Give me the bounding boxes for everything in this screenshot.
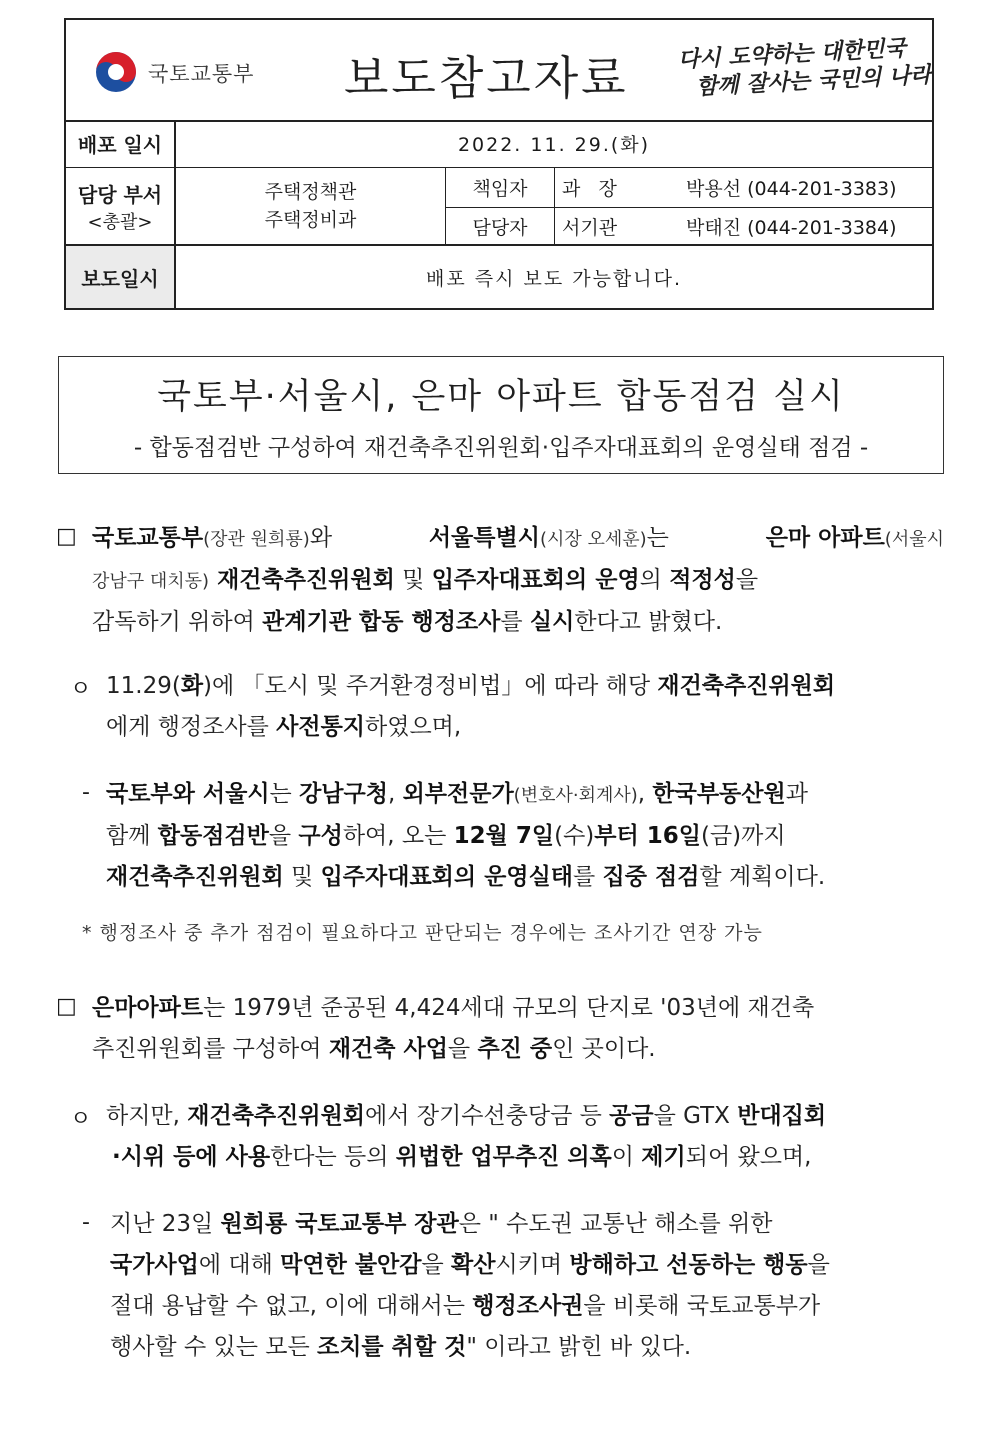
paragraph-2-line-2	[106, 707, 944, 748]
text-span: 되어 왔으며,	[685, 1144, 812, 1170]
text-span: ·시위 등에 사용	[112, 1144, 271, 1170]
paragraph-1-line-3	[92, 602, 944, 643]
dash-marker: -	[82, 780, 90, 805]
text-span: 까지	[741, 823, 786, 849]
text-span: 는 1979년 준공된 4,424세대 규모의 단지로 '03년에 재건축	[203, 995, 815, 1021]
contact-1-title: 과 장	[562, 178, 617, 200]
text-span: 화	[180, 673, 204, 699]
text-span: 방해하고 선동하는 행동	[569, 1252, 808, 1278]
text-span: 제기	[641, 1144, 686, 1170]
paragraph-2	[106, 666, 944, 748]
department-row	[66, 168, 932, 246]
report-time-row	[66, 246, 932, 308]
text-span: 재건축추진위원회	[209, 567, 395, 593]
text-span: 을 GTX	[653, 1103, 738, 1129]
text-span: 절대 용납할 수 없고, 이에 대해서는	[110, 1293, 473, 1319]
slogan	[677, 35, 932, 101]
text-span: 은마 아파트	[765, 525, 885, 551]
contact-1-name: 박용선 (044-201-3383)	[686, 178, 897, 200]
circle-marker: ㅇ	[70, 1107, 92, 1132]
footnote	[82, 918, 763, 945]
contact-2-name: 박태진 (044-201-3384)	[686, 217, 897, 239]
text-span: 이	[611, 1144, 642, 1170]
text-span: 을	[268, 823, 299, 849]
header-top	[66, 20, 932, 122]
footnote-text: 행정조사 중 추가 점검이 필요하다고 판단되는 경우에는 조사기간 연장 가능	[99, 922, 763, 944]
headline-box	[58, 356, 944, 474]
text-span: 인 곳이다.	[552, 1036, 656, 1062]
text-span: 적정성	[669, 567, 736, 593]
paragraph-4-line-2	[92, 1029, 944, 1070]
text-span: 에 대해	[198, 1252, 281, 1278]
text-span: (장관 원희룡)	[203, 529, 310, 550]
text-span: 의	[639, 567, 670, 593]
text-span: 을	[807, 1252, 830, 1278]
box-marker: □	[56, 524, 77, 549]
headline: 국토부·서울시, 은마 아파트 합동점검 실시	[157, 377, 845, 417]
text-span: 국토교통부	[92, 525, 204, 551]
department-names	[176, 168, 446, 244]
text-span: 입주자대표회의 운영	[431, 567, 640, 593]
text-span: 및	[283, 864, 321, 890]
text-span: 입주자대표회의 운영실태	[320, 864, 573, 890]
slogan-line-1: 다시 도약하는 대한민국	[677, 35, 907, 74]
paragraph-1-line-1	[92, 518, 944, 560]
text-span: 공금	[609, 1103, 654, 1129]
department-label	[66, 168, 176, 244]
text-span: 조치를 취할 것	[317, 1334, 467, 1360]
text-span: 한국부동산원	[652, 781, 786, 807]
text-span: 에게 행정조사를	[106, 714, 277, 740]
text-span: 서울특별시	[428, 525, 540, 551]
text-span: 한다고 밝혔다.	[574, 609, 723, 635]
paragraph-5-line-1	[106, 1096, 944, 1137]
circle-marker: ㅇ	[70, 677, 92, 702]
text-span: 할 계획이다.	[699, 864, 826, 890]
paragraph-6-line-4	[110, 1327, 944, 1368]
paragraph-2-line-1	[106, 666, 944, 707]
text-span: (시장 오세훈)	[539, 529, 647, 550]
department-label-sub: <총괄>	[87, 211, 153, 233]
paragraph-3	[106, 774, 944, 898]
paragraph-4-line-1	[92, 988, 944, 1029]
text-span: 11.29(	[106, 673, 181, 699]
text-span: 관계기관 합동 행정조사	[262, 609, 501, 635]
text-span: 와	[309, 525, 333, 551]
paragraph-1	[92, 518, 944, 643]
contact-2-role: 담당자	[446, 207, 555, 246]
text-span: 감독하기 위하여	[92, 609, 263, 635]
text-span: 12월 7일	[453, 823, 555, 849]
subheadline: - 합동점검반 구성하여 재건축추진위원회·입주자대표회의 운영실태 점검 -	[133, 435, 869, 461]
text-span: 행사할 수 있는 모든	[110, 1334, 317, 1360]
text-span: 하여, 오는	[342, 823, 454, 849]
text-span: 는	[269, 781, 300, 807]
star-marker: *	[82, 922, 93, 944]
text-span: 를	[573, 864, 603, 890]
text-span: 국토부와 서울시	[106, 781, 270, 807]
text-span: 을 비롯해 국토교통부가	[583, 1293, 821, 1319]
paragraph-4	[92, 988, 944, 1070]
text-span: 강남구청	[299, 781, 388, 807]
text-span: 을	[735, 567, 759, 593]
taegeuk-emblem-icon	[94, 50, 138, 94]
text-span: 실시	[529, 609, 575, 635]
press-header	[64, 18, 934, 310]
text-span: (변호사·회계사)	[513, 785, 638, 806]
contact-2-title: 서기관	[562, 217, 618, 239]
text-span: ,	[637, 781, 653, 807]
paragraph-3-line-2	[106, 816, 944, 857]
department-name-2: 주택정비과	[264, 209, 357, 231]
text-span: 지난 23일	[110, 1211, 221, 1237]
text-span: 하였으며,	[365, 714, 462, 740]
text-span: (수)	[554, 823, 595, 849]
contact-row-1	[446, 168, 932, 208]
text-span: 강남구 대치동)	[92, 571, 210, 592]
text-span: 부터 16일	[594, 823, 701, 849]
dash-marker: -	[82, 1210, 90, 1235]
paragraph-6-line-1	[110, 1204, 944, 1245]
text-span: 시키며	[495, 1252, 570, 1278]
org-name: 국토교통부	[148, 62, 255, 86]
text-span: 구성	[298, 823, 343, 849]
text-span: 행정조사권	[472, 1293, 584, 1319]
text-span: ,	[387, 781, 403, 807]
report-time-label: 보도일시	[66, 246, 176, 308]
text-span: 합동점검반	[157, 823, 269, 849]
text-span: (서울시	[884, 529, 944, 550]
text-span: 막연한 불안감	[280, 1252, 422, 1278]
contact-row-2	[446, 207, 932, 246]
paragraph-3-line-3	[106, 857, 944, 898]
text-span: 재건축추진위원회	[657, 673, 836, 699]
text-span: (금)	[700, 823, 742, 849]
text-span: 을	[421, 1252, 452, 1278]
text-span: 재건축 사업	[328, 1036, 448, 1062]
text-span: 과	[785, 781, 808, 807]
department-label-text: 담당 부서	[77, 182, 163, 207]
text-span: 는	[646, 525, 669, 551]
paragraph-6	[110, 1204, 944, 1368]
box-marker: □	[56, 994, 77, 1019]
text-span: 하지만,	[106, 1103, 188, 1129]
paragraph-5	[106, 1096, 944, 1178]
text-span: 및	[394, 567, 432, 593]
text-span: 추진 중	[477, 1036, 553, 1062]
text-span: 원희룡 국토교통부 장관	[220, 1211, 459, 1237]
release-date-label: 배포 일시	[66, 120, 176, 167]
text-span: 은마아파트	[92, 995, 204, 1021]
text-span: 을	[447, 1036, 478, 1062]
release-date-row	[66, 120, 932, 168]
paragraph-3-line-1	[106, 774, 944, 816]
text-span: 추진위원회를 구성하여	[92, 1036, 329, 1062]
text-span: 위법한 업무추진 의혹	[395, 1144, 612, 1170]
text-span: 한다는 등의	[270, 1144, 396, 1170]
paragraph-6-line-2	[110, 1245, 944, 1286]
text-span: 확산	[451, 1252, 496, 1278]
slogan-line-2: 함께 잘사는 국민의 나라	[695, 61, 932, 101]
text-span: 집중 점검	[602, 864, 700, 890]
text-span: 국가사업	[110, 1252, 199, 1278]
text-span: 은 " 수도권 교통난 해소를 위한	[458, 1211, 773, 1237]
contact-1-role: 책임자	[446, 168, 555, 207]
text-span: 를	[500, 609, 530, 635]
text-span: 에서 장기수선충당금 등	[365, 1103, 610, 1129]
text-span: " 이라고 밝힌 바 있다.	[466, 1334, 692, 1360]
text-span: 함께	[106, 823, 158, 849]
paragraph-5-line-2	[106, 1137, 944, 1178]
text-span: 사전통지	[276, 714, 366, 740]
department-name-1: 주택정책관	[264, 181, 357, 203]
doc-title: 보도참고자료	[344, 51, 629, 105]
report-time-value: 배포 즉시 보도 가능합니다.	[425, 267, 683, 290]
release-date-value: 2022. 11. 29.(화)	[457, 134, 651, 156]
text-span: 외부전문가	[402, 781, 514, 807]
paragraph-1-line-2	[92, 560, 944, 602]
text-span: 재건축추진위원회	[106, 864, 284, 890]
paragraph-6-line-3	[110, 1286, 944, 1327]
text-span: 반대집회	[737, 1103, 827, 1129]
text-span: )에 「도시 및 주거환경정비법」에 따라 해당	[203, 673, 658, 699]
text-span: 재건축추진위원회	[187, 1103, 366, 1129]
